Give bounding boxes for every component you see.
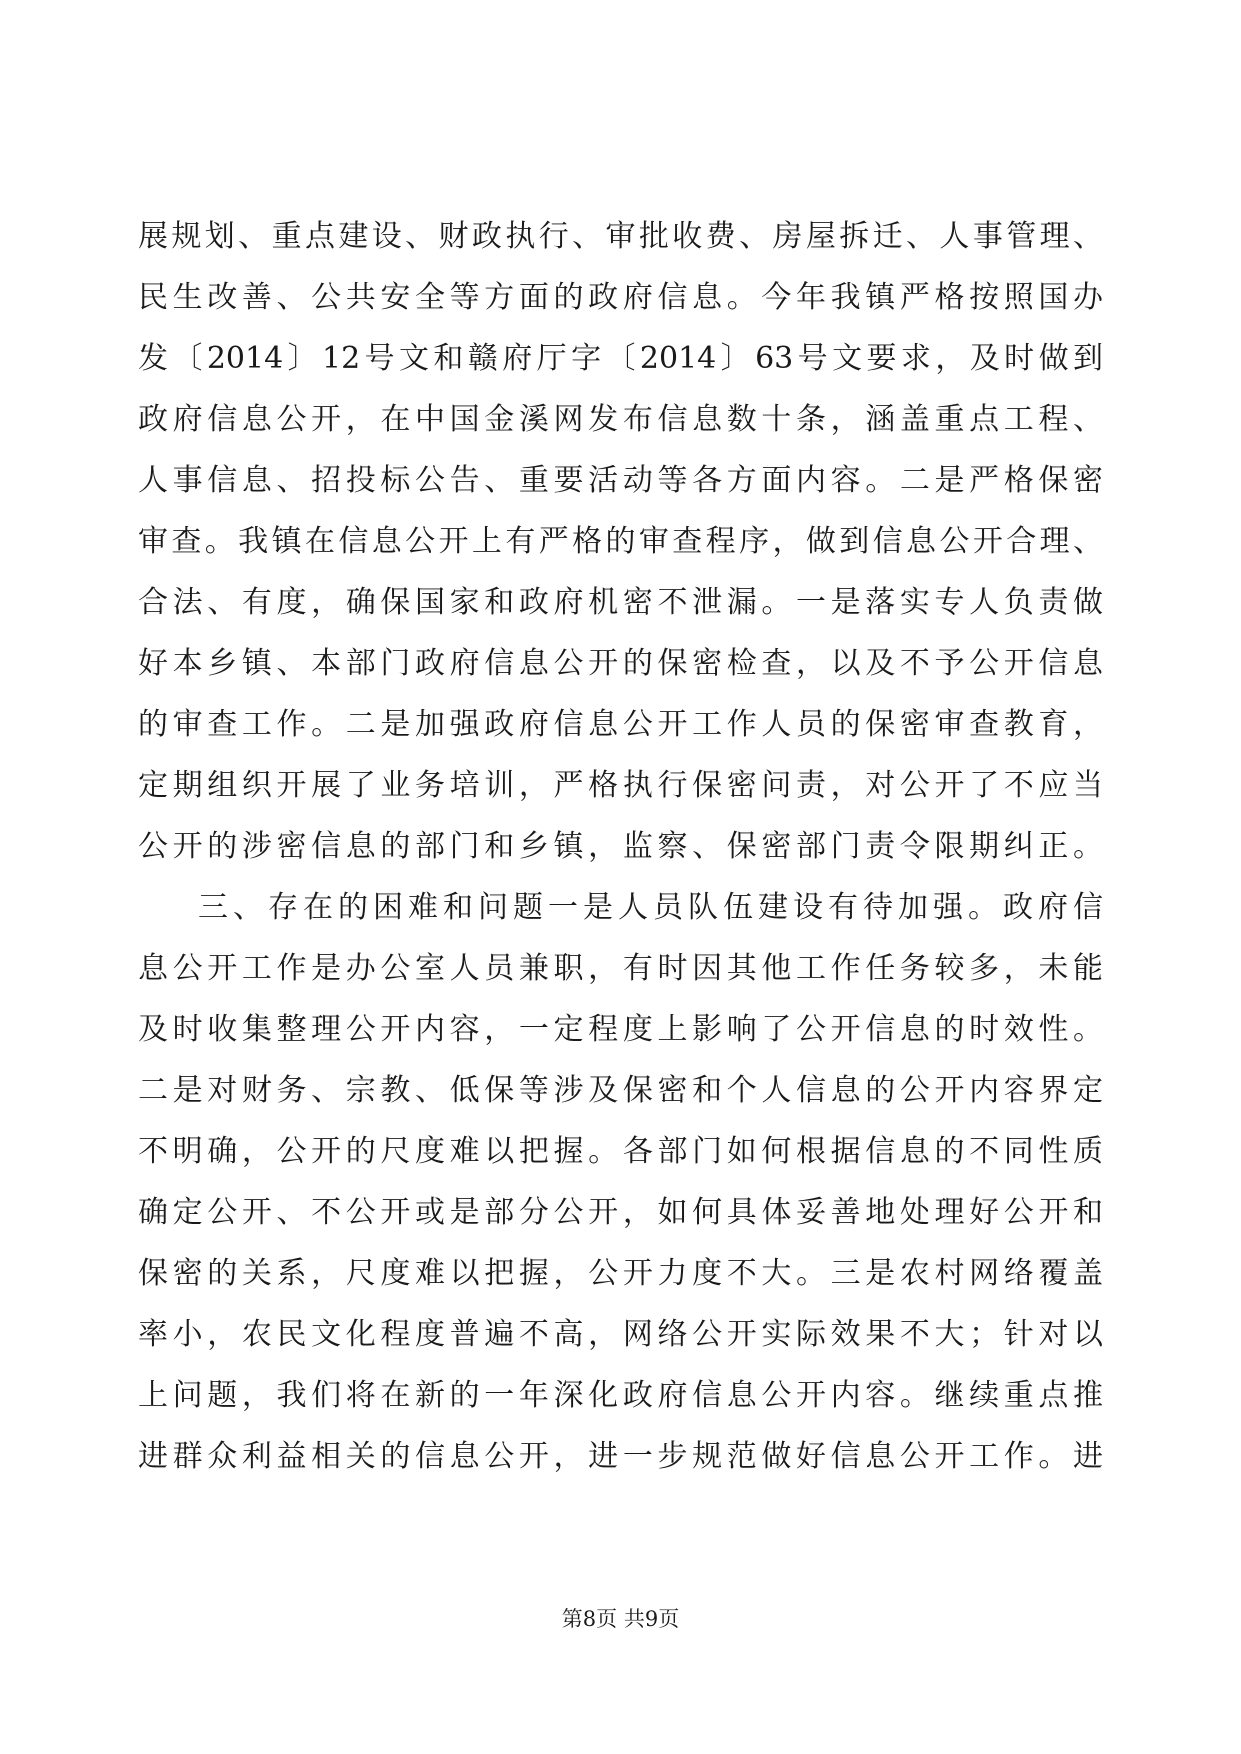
text-line: 二是对财务、宗教、低保等涉及保密和个人信息的公开内容界定 (138, 1073, 1103, 1108)
text-line: 上问题，我们将在新的一年深化政府信息公开内容。继续重点推 (138, 1378, 1103, 1413)
text-line: 率小，农民文化程度普遍不高，网络公开实际效果不大；针对以 (138, 1317, 1103, 1352)
text-line: 政府信息公开，在中国金溪网发布信息数十条，涵盖重点工程、 (138, 402, 1103, 437)
text-line: 不明确，公开的尺度难以把握。各部门如何根据信息的不同性质 (138, 1134, 1103, 1169)
text-line: 民生改善、公共安全等方面的政府信息。今年我镇严格按照国办 (138, 280, 1103, 315)
text-line: 人事信息、招投标公告、重要活动等各方面内容。二是严格保密 (138, 463, 1103, 498)
text-line: 保密的关系，尺度难以把握，公开力度不大。三是农村网络覆盖 (138, 1256, 1103, 1291)
text-line: 及时收集整理公开内容，一定程度上影响了公开信息的时效性。 (138, 1012, 1103, 1047)
text-line: 的审查工作。二是加强政府信息公开工作人员的保密审查教育， (138, 707, 1103, 742)
text-line: 定期组织开展了业务培训，严格执行保密问责，对公开了不应当 (138, 768, 1103, 803)
text-line: 确定公开、不公开或是部分公开，如何具体妥善地处理好公开和 (138, 1195, 1103, 1230)
text-line: 合法、有度，确保国家和政府机密不泄漏。一是落实专人负责做 (138, 585, 1103, 620)
page-footer: 第8页 共9页 (561, 1607, 680, 1631)
text-line: 进群众利益相关的信息公开，进一步规范做好信息公开工作。进 (138, 1439, 1103, 1474)
document-body (138, 206, 1103, 1487)
text-line: 公开的涉密信息的部门和乡镇，监察、保密部门责令限期纠正。 (138, 829, 1103, 864)
text-line: 息公开工作是办公室人员兼职，有时因其他工作任务较多，未能 (138, 951, 1103, 986)
text-line: 好本乡镇、本部门政府信息公开的保密检查，以及不予公开信息 (138, 646, 1103, 681)
text-line: 审查。我镇在信息公开上有严格的审查程序，做到信息公开合理、 (138, 524, 1103, 559)
text-line: 展规划、重点建设、财政执行、审批收费、房屋拆迁、人事管理、 (138, 219, 1103, 254)
text-line: 发〔2014〕12号文和赣府厅字〔2014〕63号文要求，及时做到 (138, 341, 1103, 376)
paragraph-heading-line: 三、存在的困难和问题一是人员队伍建设有待加强。政府信 (198, 890, 1103, 925)
